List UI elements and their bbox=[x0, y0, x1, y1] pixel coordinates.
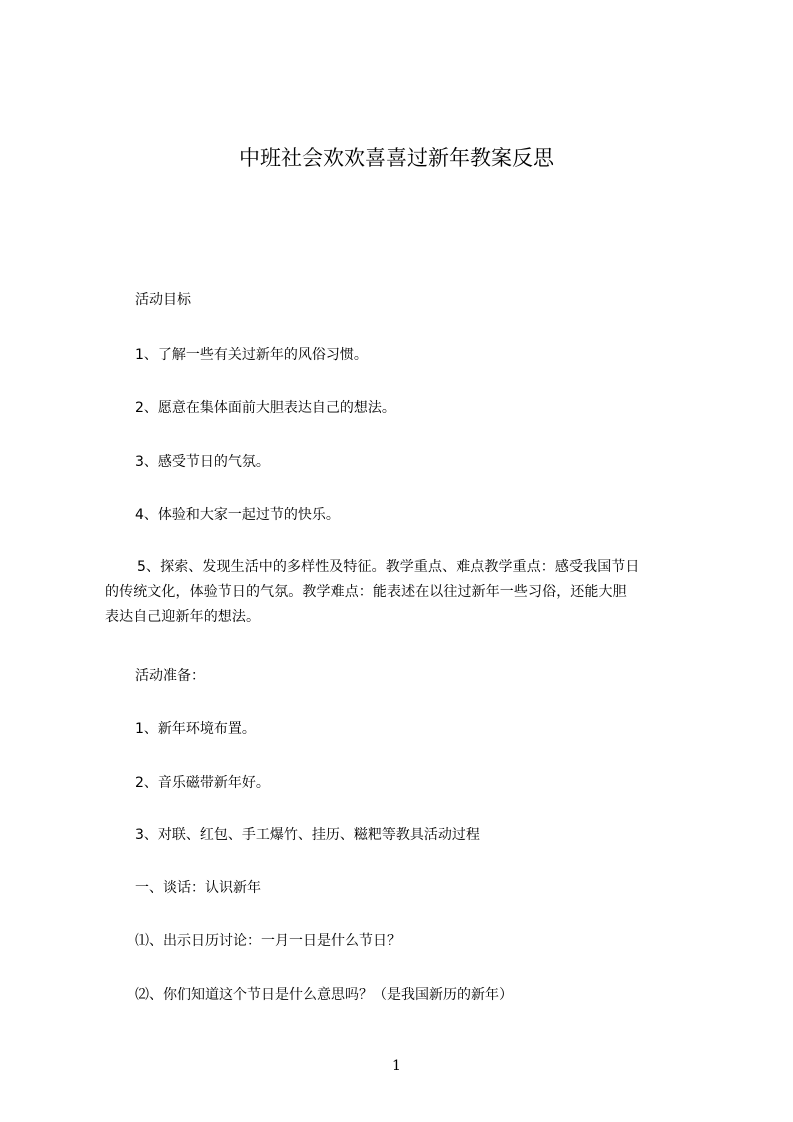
paragraph-activity-goals: 活动目标 bbox=[135, 292, 191, 308]
paragraph-goal-4: 4、体验和大家一起过节的快乐。 bbox=[135, 507, 340, 523]
paragraph-goal-3: 3、感受节日的气氛。 bbox=[135, 454, 270, 470]
paragraph-goal-5-line-1: 5、探索、发现生活中的多样性及特征。教学重点、难点教学重点：感受我国节日 bbox=[137, 559, 640, 575]
paragraph-section-1: 一、谈话：认识新年 bbox=[135, 880, 261, 896]
document-title: 中班社会欢欢喜喜过新年教案反思 bbox=[239, 146, 554, 170]
paragraph-goal-5-line-2: 的传统文化，体验节日的气氛。教学难点：能表述在以往过新年一些习俗，还能大胆 bbox=[105, 584, 627, 600]
paragraph-goal-2: 2、愿意在集体面前大胆表达自己的想法。 bbox=[135, 400, 396, 416]
paragraph-prep-3: 3、对联、红包、手工爆竹、挂历、糍粑等教具活动过程 bbox=[135, 827, 480, 843]
page-number: 1 bbox=[392, 1058, 401, 1074]
paragraph-goal-5 bbox=[105, 555, 705, 630]
paragraph-goal-5-line-3: 表达自己迎新年的想法。 bbox=[105, 609, 261, 625]
paragraph-step-2: ⑵、你们知道这个节日是什么意思吗？（是我国新历的新年） bbox=[135, 987, 513, 1003]
paragraph-prep-1: 1、新年环境布置。 bbox=[135, 721, 256, 737]
paragraph-prep-2: 2、音乐磁带新年好。 bbox=[135, 775, 270, 791]
paragraph-preparation: 活动准备： bbox=[135, 668, 205, 684]
paragraph-step-1: ⑴、出示日历讨论：一月一日是什么节日？ bbox=[135, 933, 401, 949]
paragraph-goal-1: 1、了解一些有关过新年的风俗习惯。 bbox=[135, 347, 368, 363]
